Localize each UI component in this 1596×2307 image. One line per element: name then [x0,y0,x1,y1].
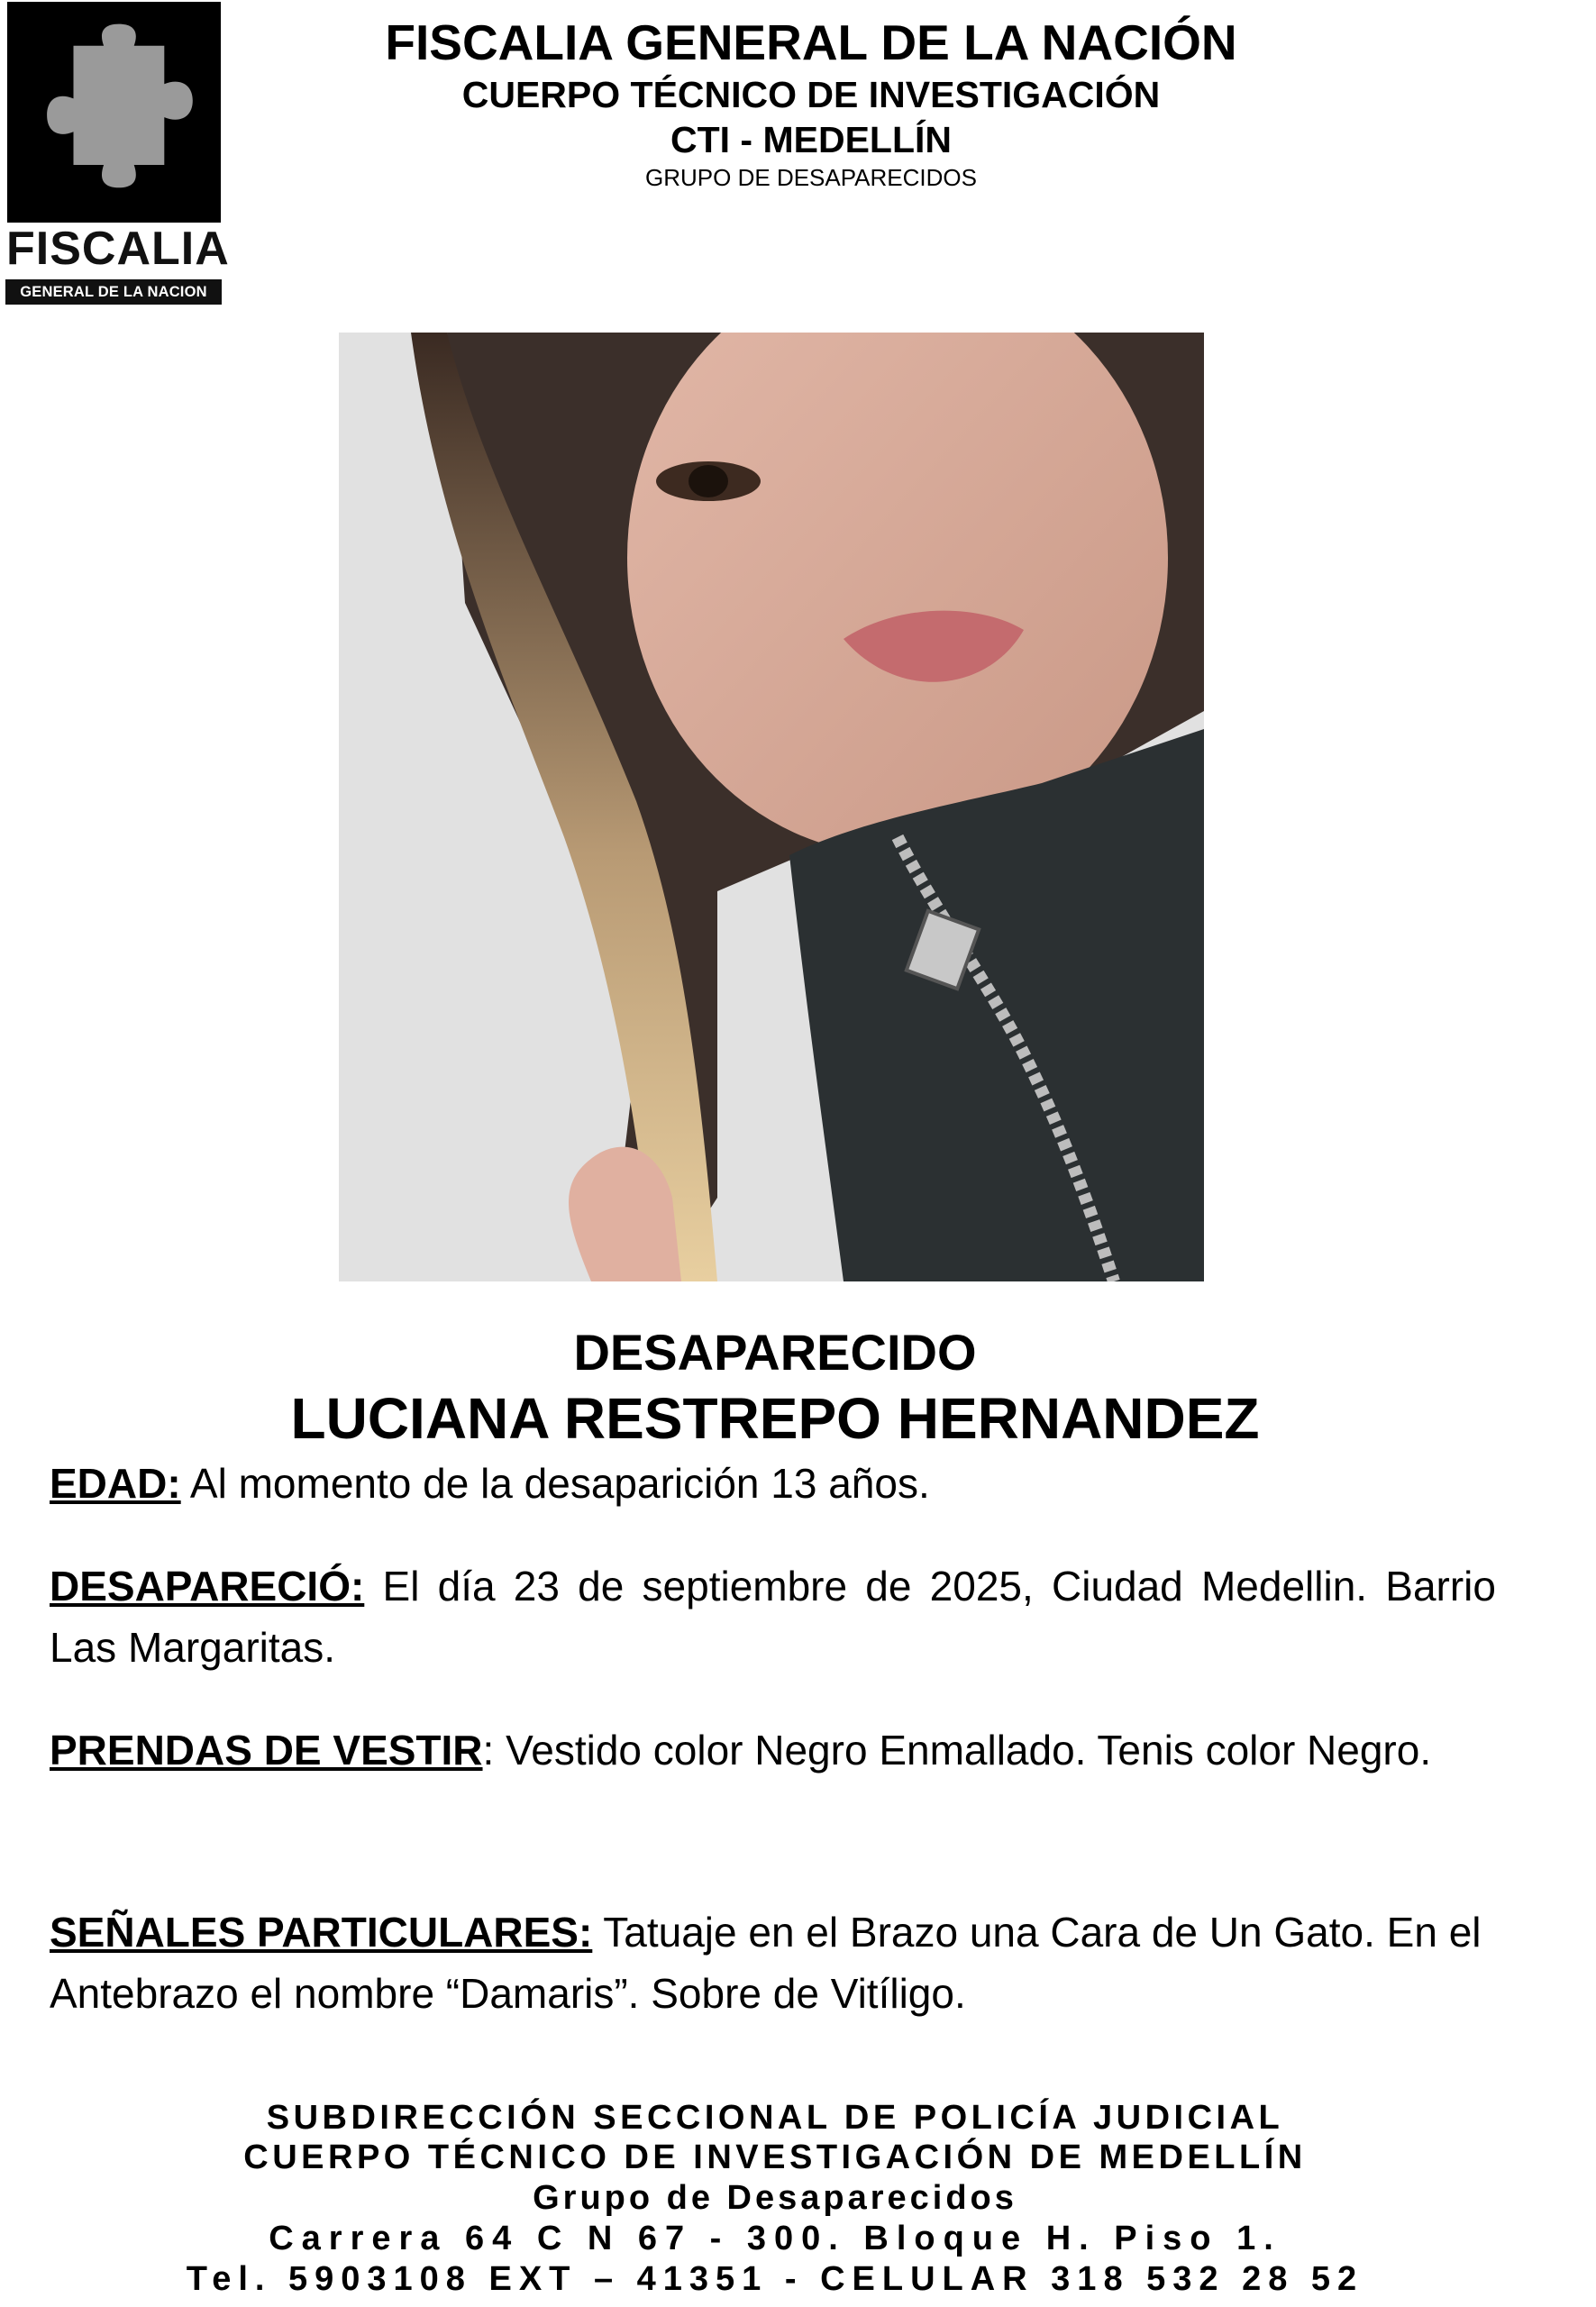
footer-group: Grupo de Desaparecidos [533,2179,1017,2217]
age-label: EDAD: [50,1460,181,1507]
marks-label: SEÑALES PARTICULARES: [50,1909,593,1956]
disappeared-section [50,1555,1496,1678]
agency-branch: CTI - MEDELLÍN [670,119,953,160]
footer-address: Carrera 64 C N 67 - 300. Bloque H. Piso 1. [269,2220,1281,2257]
logo-subtitle: GENERAL DE LA NACION [5,279,222,305]
disappeared-label: DESAPARECIÓ: [50,1563,365,1609]
age-section [50,1453,1496,1514]
marks-section [50,1901,1496,2024]
logo-wordmark: FISCALIA [6,223,230,275]
fiscalia-logo [3,2,230,305]
footer-department: SUBDIRECCIÓN SECCIONAL DE POLICÍA JUDICIAL [266,2099,1284,2137]
agency-group: GRUPO DE DESAPARECIDOS [645,164,977,191]
marks-text: Tatuaje en el Brazo una Cara de Un Gato. En el Antebrazo el nombre “Damaris”. Sobre de Vitíligo. [50,1909,1482,2017]
agency-subtitle: CUERPO TÉCNICO DE INVESTIGACIÓN [461,74,1161,115]
footer-phone: Tel. 5903108 EXT – 41351 - CELULAR 318 532 28 52 [186,2260,1364,2298]
status-title: DESAPARECIDO [573,1324,977,1381]
clothing-text: : Vestido color Negro Enmallado. Tenis color Negro. [482,1727,1432,1774]
puzzle-piece-icon [7,2,221,223]
clothing-section [50,1719,1496,1781]
missing-person-photo [339,333,1204,1281]
age-text: Al momento de la desaparición 13 años. [180,1460,930,1507]
person-name: LUCIANA RESTREPO HERNANDEZ [290,1386,1260,1451]
footer-unit: CUERPO TÉCNICO DE INVESTIGACIÓN DE MEDELLÍN [243,2138,1307,2176]
disappeared-text: El día 23 de septiembre de 2025, Ciudad Medellin. Barrio Las Margaritas. [50,1563,1496,1671]
agency-title: FISCALIA GENERAL DE LA NACIÓN [385,14,1237,70]
clothing-label: PRENDAS DE VESTIR [50,1727,483,1774]
